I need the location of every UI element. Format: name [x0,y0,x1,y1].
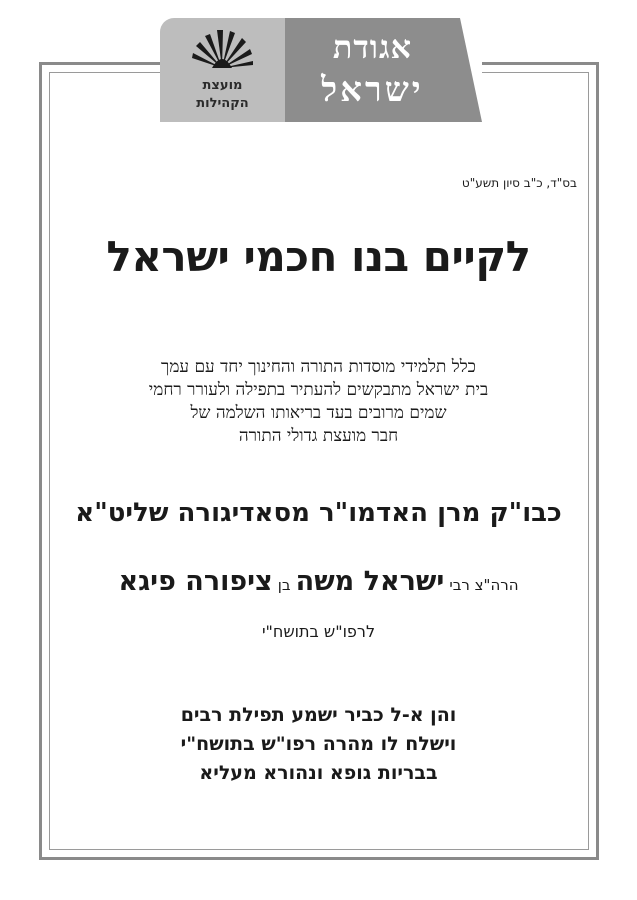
header-logos [160,18,482,122]
hebrew-date: בס"ד, כ"ב סיון תשע"ט [461,176,577,190]
paragraph-line: כלל תלמידי מוסדות התורה והחינוך יחד עם עמך [161,357,476,377]
patient-name-line [60,566,577,597]
patient-prefix: הרה"צ רבי [449,576,519,594]
closing-line: וישלח לו מהרה רפו"ש בתושח"י [180,733,457,755]
sun-rays-logo-icon [188,28,256,72]
agudah-name-line1: אגודת [332,28,413,66]
council-name-line2: הקהילות [196,96,249,111]
council-name-line1: מועצת [202,78,243,93]
paragraph-line: שמים מרובים בעד בריאותו השלמה של [190,403,447,423]
refuah-line: לרפו"ש בתושח"י [261,622,376,641]
rebbe-line: כבו"ק מרן האדמו"ר מסאדיגורה שליט"א [75,498,562,528]
closing-line: והן א-ל כביר ישמע תפילת רבים [180,704,457,726]
council-logo [160,18,285,122]
patient-ben: בן [277,576,291,594]
paragraph-line: חבר מועצת גדולי התורה [238,426,399,446]
patient-name: ישראל משה [295,566,445,597]
closing-line: בבריות גופא ונהורא מעליא [199,762,438,784]
agudah-name-line2: ישראל [321,70,424,110]
patient-mother-name: ציפורה פיגא [118,566,273,597]
paragraph-line: בית ישראל מתבקשים להעתיר בתפילה ולעורר רחמי [148,380,489,400]
main-title: לקיים בנו חכמי ישראל [106,232,531,281]
